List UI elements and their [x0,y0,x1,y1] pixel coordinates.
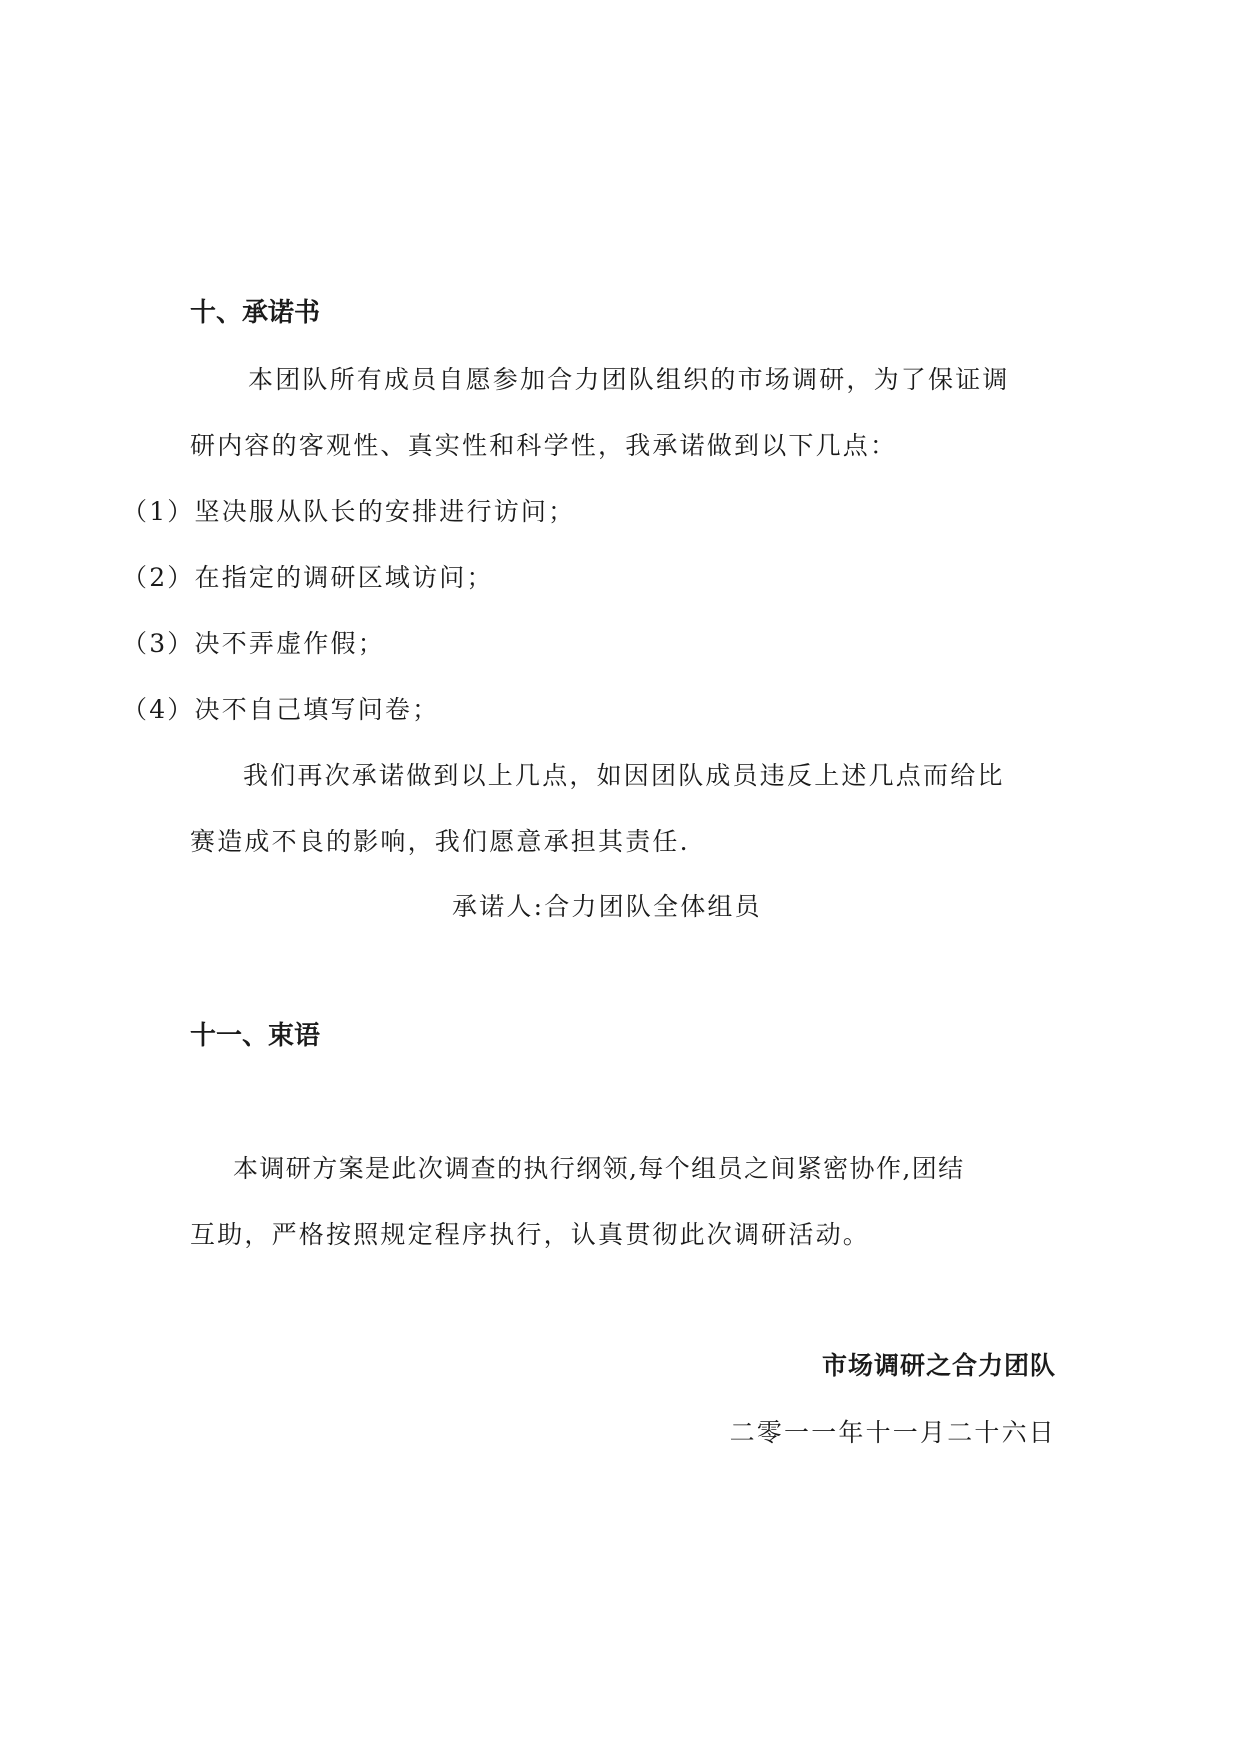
commitment-paragraph-line-1: 本团队所有成员自愿参加合力团队组织的市场调研，为了保证调 [248,365,1010,394]
recommitment-line-2: 赛造成不良的影响，我们愿意承担其责任. [190,827,690,856]
organization-signature: 市场调研之合力团队 [821,1351,1056,1380]
recommitment-line-1: 我们再次承诺做到以上几点，如因团队成员违反上述几点而给比 [243,761,1005,790]
commitment-item-1: （1）坚决服从队长的安排进行访问； [122,497,576,526]
conclusion-paragraph-line-1: 本调研方案是此次调查的执行纲领,每个组员之间紧密协作,团结 [233,1154,965,1183]
conclusion-paragraph-line-2: 互助，严格按照规定程序执行，认真贯彻此次调研活动。 [190,1220,871,1249]
commitment-paragraph-line-2: 研内容的客观性、真实性和科学性，我承诺做到以下几点： [190,431,898,460]
closing-date: 二零一一年十一月二十六日 [729,1418,1056,1447]
signer-line: 承诺人:合力团队全体组员 [452,892,762,921]
commitment-item-3: （3）决不弄虚作假； [122,629,385,658]
section-10-heading: 十、承诺书 [190,298,321,328]
commitment-item-4: （4）决不自己填写问卷； [122,695,440,724]
section-11-heading: 十一、束语 [190,1021,321,1051]
commitment-item-2: （2）在指定的调研区域访问； [122,563,494,592]
